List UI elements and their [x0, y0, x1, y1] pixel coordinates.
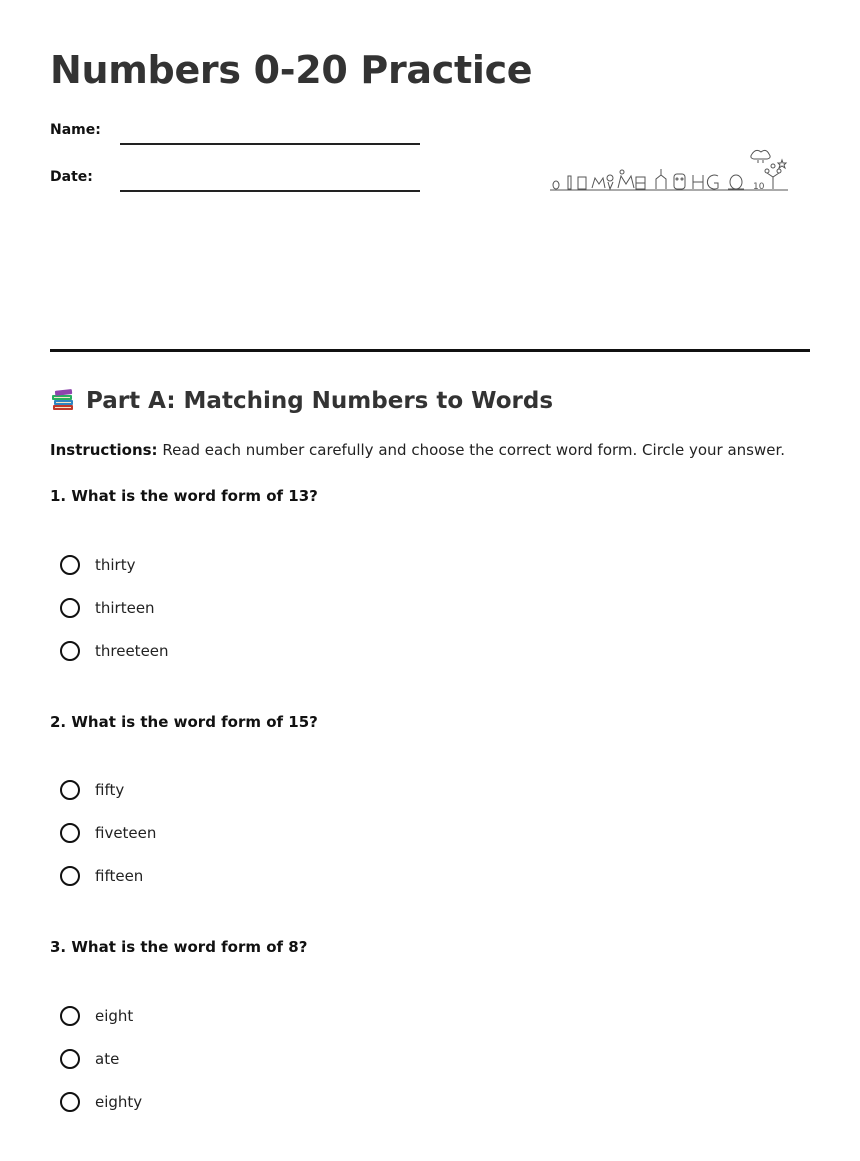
- option-label: fiveteen: [95, 824, 157, 842]
- question-3-option-1[interactable]: [60, 1003, 133, 1029]
- option-label: fifteen: [95, 867, 144, 885]
- radio-circle[interactable]: [60, 1092, 80, 1112]
- radio-circle[interactable]: [60, 866, 80, 886]
- option-label: thirteen: [95, 599, 155, 617]
- date-field[interactable]: [50, 162, 430, 192]
- number-line-doodle-icon: [548, 50, 808, 195]
- question-1-option-1[interactable]: [60, 552, 135, 578]
- page-title: Numbers 0-20 Practice: [50, 48, 533, 92]
- option-label: ate: [95, 1050, 120, 1068]
- option-label: threeteen: [95, 642, 169, 660]
- section-divider: [50, 349, 810, 352]
- option-label: eighty: [95, 1093, 143, 1111]
- instructions: [50, 441, 785, 459]
- name-line[interactable]: [120, 143, 420, 145]
- question-3: 3. What is the word form of 8?: [50, 938, 308, 956]
- date-label: Date:: [50, 169, 93, 185]
- question-3-option-3[interactable]: [60, 1089, 142, 1115]
- radio-circle[interactable]: [60, 598, 80, 618]
- question-2: 2. What is the word form of 15?: [50, 713, 318, 731]
- question-3-option-2[interactable]: [60, 1046, 119, 1072]
- date-line[interactable]: [120, 190, 420, 192]
- radio-circle[interactable]: [60, 641, 80, 661]
- instructions-label: Instructions:: [50, 441, 158, 459]
- name-label: Name:: [50, 122, 101, 138]
- question-1-option-3[interactable]: [60, 638, 169, 664]
- radio-circle[interactable]: [60, 1006, 80, 1026]
- radio-circle[interactable]: [60, 823, 80, 843]
- option-label: fifty: [95, 781, 125, 799]
- instructions-text: Read each number carefully and choose the correct word form. Circle your answer.: [162, 441, 786, 459]
- books-icon: [50, 388, 76, 414]
- radio-circle[interactable]: [60, 780, 80, 800]
- question-1: 1. What is the word form of 13?: [50, 487, 318, 505]
- option-label: eight: [95, 1007, 134, 1025]
- question-1-option-2[interactable]: [60, 595, 155, 621]
- section-a-title: [50, 388, 553, 414]
- radio-circle[interactable]: [60, 1049, 80, 1069]
- section-a-title-text: Part A: Matching Numbers to Words: [86, 388, 554, 414]
- question-2-option-2[interactable]: [60, 820, 156, 846]
- radio-circle[interactable]: [60, 555, 80, 575]
- question-2-option-1[interactable]: [60, 777, 124, 803]
- svg-text:10: 10: [753, 182, 765, 192]
- option-label: thirty: [95, 556, 136, 574]
- question-2-option-3[interactable]: [60, 863, 143, 889]
- name-field[interactable]: [50, 115, 430, 145]
